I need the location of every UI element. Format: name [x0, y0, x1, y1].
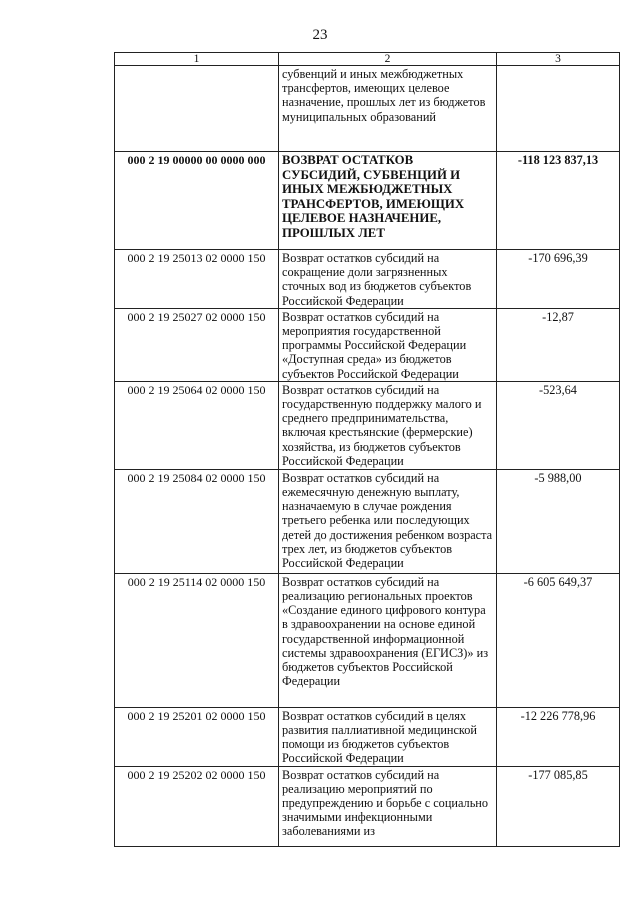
- budget-code-cell: 000 2 19 25013 02 0000 150: [115, 250, 279, 309]
- budget-code-cell: 000 2 19 25114 02 0000 150: [115, 573, 279, 707]
- table-row: [115, 573, 620, 707]
- budget-code-cell: 000 2 19 25064 02 0000 150: [115, 381, 279, 469]
- description-cell: Возврат остатков субсидий на ежемесячную денежную выплату, назначаемую в случае рождения третьего ребенка или последующих детей до достижения ребенком возраста трех лет, из бюджетов субъектов Российской Федерации: [279, 469, 497, 573]
- page-number: 23: [312, 27, 328, 43]
- description-cell: Возврат остатков субсидий на государственную поддержку малого и среднего предпринимательства, включая крестьянские (фермерские) хозяйства, из бюджетов субъектов Российской Федерации: [279, 381, 497, 469]
- budget-code-cell: 000 2 19 00000 00 0000 000: [115, 152, 279, 250]
- amount-cell: -5 988,00: [497, 469, 620, 573]
- amount-cell: [497, 66, 620, 152]
- description-cell: Возврат остатков субсидий на сокращение доли загрязненных сточных вод из бюджетов субъектов Российской Федерации: [279, 250, 497, 309]
- table-row: [115, 250, 620, 309]
- column-header-1: 1: [115, 53, 279, 66]
- table-row: [115, 469, 620, 573]
- description-cell: Возврат остатков субсидий в целях развития паллиативной медицинской помощи из бюджетов субъектов Российской Федерации: [279, 707, 497, 766]
- amount-cell: -6 605 649,37: [497, 573, 620, 707]
- budget-code-cell: 000 2 19 25027 02 0000 150: [115, 308, 279, 381]
- budget-code-cell: 000 2 19 25202 02 0000 150: [115, 766, 279, 846]
- description-cell: ВОЗВРАТ ОСТАТКОВ СУБСИДИЙ, СУБВЕНЦИЙ И ИНЫХ МЕЖБЮДЖЕТНЫХ ТРАНСФЕРТОВ, ИМЕЮЩИХ ЦЕЛЕВОЕ НАЗНАЧЕНИЕ, ПРОШЛЫХ ЛЕТ: [279, 152, 497, 250]
- amount-cell: -523,64: [497, 381, 620, 469]
- table-header-row: [115, 53, 620, 66]
- column-header-2: 2: [279, 53, 497, 66]
- description-cell: Возврат остатков субсидий на реализацию региональных проектов «Создание единого цифрового контура в здравоохранении на основе единой государственной информационной системы здравоохранения (ЕГИСЗ)» из бюджетов субъектов Российской Федерации: [279, 573, 497, 707]
- budget-code-cell: 000 2 19 25201 02 0000 150: [115, 707, 279, 766]
- table-row: [115, 381, 620, 469]
- amount-cell: -12,87: [497, 308, 620, 381]
- table-row: [115, 308, 620, 381]
- description-cell: Возврат остатков субсидий на реализацию мероприятий по предупреждению и борьбе с социально значимыми инфекционными заболеваниями из: [279, 766, 497, 846]
- amount-cell: -170 696,39: [497, 250, 620, 309]
- budget-table: [114, 52, 620, 847]
- amount-cell: -12 226 778,96: [497, 707, 620, 766]
- table-row: [115, 66, 620, 152]
- description-cell: субвенций и иных межбюджетных трансфертов, имеющих целевое назначение, прошлых лет из бюджетов муниципальных образований: [279, 66, 497, 152]
- amount-cell: -118 123 837,13: [497, 152, 620, 250]
- table-row: [115, 707, 620, 766]
- column-header-3: 3: [497, 53, 620, 66]
- table-row: [115, 766, 620, 846]
- budget-code-cell: [115, 66, 279, 152]
- table-row-total: [115, 152, 620, 250]
- amount-cell: -177 085,85: [497, 766, 620, 846]
- description-cell: Возврат остатков субсидий на мероприятия государственной программы Российской Федерации «Доступная среда» из бюджетов субъектов Российской Федерации: [279, 308, 497, 381]
- budget-code-cell: 000 2 19 25084 02 0000 150: [115, 469, 279, 573]
